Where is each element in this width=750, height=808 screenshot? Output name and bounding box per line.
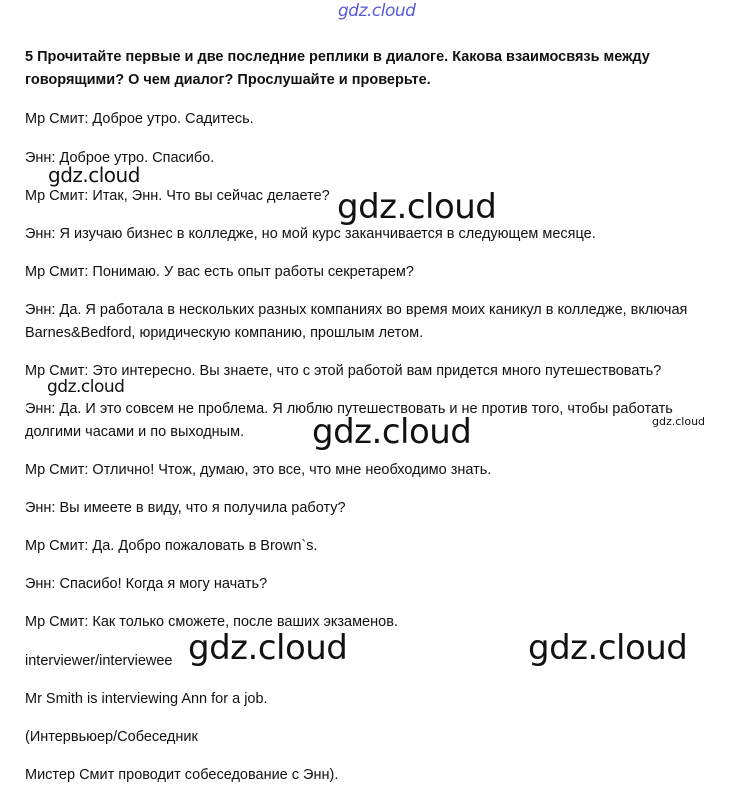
dialogue-line: Мр Смит: Как только сможете, после ваших экзаменов. <box>25 614 398 630</box>
dialogue-line: Мр Смит: Это интересно. Вы знаете, что с этой работой вам придется много путешествовать? <box>25 363 662 379</box>
dialogue-line: Мр Смит: Да. Добро пожаловать в Brown`s. <box>25 538 318 554</box>
dialogue-line: Мр Смит: Отлично! Чтож, думаю, это все, что мне необходимо знать. <box>25 462 492 478</box>
task-heading-line-1: 5 Прочитайте первые и две последние реплики в диалоге. Какова взаимосвязь между <box>25 49 650 65</box>
watermark: gdz.cloud <box>48 163 140 187</box>
dialogue-line: Энн: Вы имеете в виду, что я получила работу? <box>25 500 346 516</box>
dialogue-line: Энн: Доброе утро. Спасибо. <box>25 150 215 166</box>
dialogue-line: Мр Смит: Итак, Энн. Что вы сейчас делаете? <box>25 188 330 204</box>
answer-sentence-ru: Мистер Смит проводит собеседование с Энн). <box>25 767 339 783</box>
dialogue-line: Энн: Да. Я работала в нескольких разных компаниях во время моих каникул в колледже, включая <box>25 302 688 318</box>
watermark: gdz.cloud <box>47 377 125 397</box>
task-heading-line-2: говорящими? О чем диалог? Прослушайте и проверьте. <box>25 72 431 88</box>
dialogue-line: Энн: Да. И это совсем не проблема. Я люблю путешествовать и не против того, чтобы работать <box>25 401 673 417</box>
dialogue-line: Мр Смит: Доброе утро. Садитесь. <box>25 111 254 127</box>
watermark: gdz.cloud <box>312 412 472 452</box>
answer-roles-en: interviewer/interviewee <box>25 653 173 669</box>
watermark-top: gdz.cloud <box>338 1 416 21</box>
watermark: gdz.cloud <box>188 628 348 668</box>
dialogue-line-continued: долгими часами и по выходным. <box>25 424 245 440</box>
answer-roles-ru: (Интервьюер/Собеседник <box>25 729 198 745</box>
dialogue-line: Энн: Спасибо! Когда я могу начать? <box>25 576 268 592</box>
watermark: gdz.cloud <box>528 628 688 668</box>
answer-sentence-en: Mr Smith is interviewing Ann for a job. <box>25 691 268 707</box>
dialogue-line: Энн: Я изучаю бизнес в колледже, но мой курс заканчивается в следующем месяце. <box>25 226 596 242</box>
watermark: gdz.cloud <box>337 187 497 227</box>
watermark: gdz.cloud <box>652 415 706 428</box>
dialogue-line-continued: Barnes&Bedford, юридическую компанию, прошлым летом. <box>25 325 424 341</box>
dialogue-line: Мр Смит: Понимаю. У вас есть опыт работы секретарем? <box>25 264 414 280</box>
